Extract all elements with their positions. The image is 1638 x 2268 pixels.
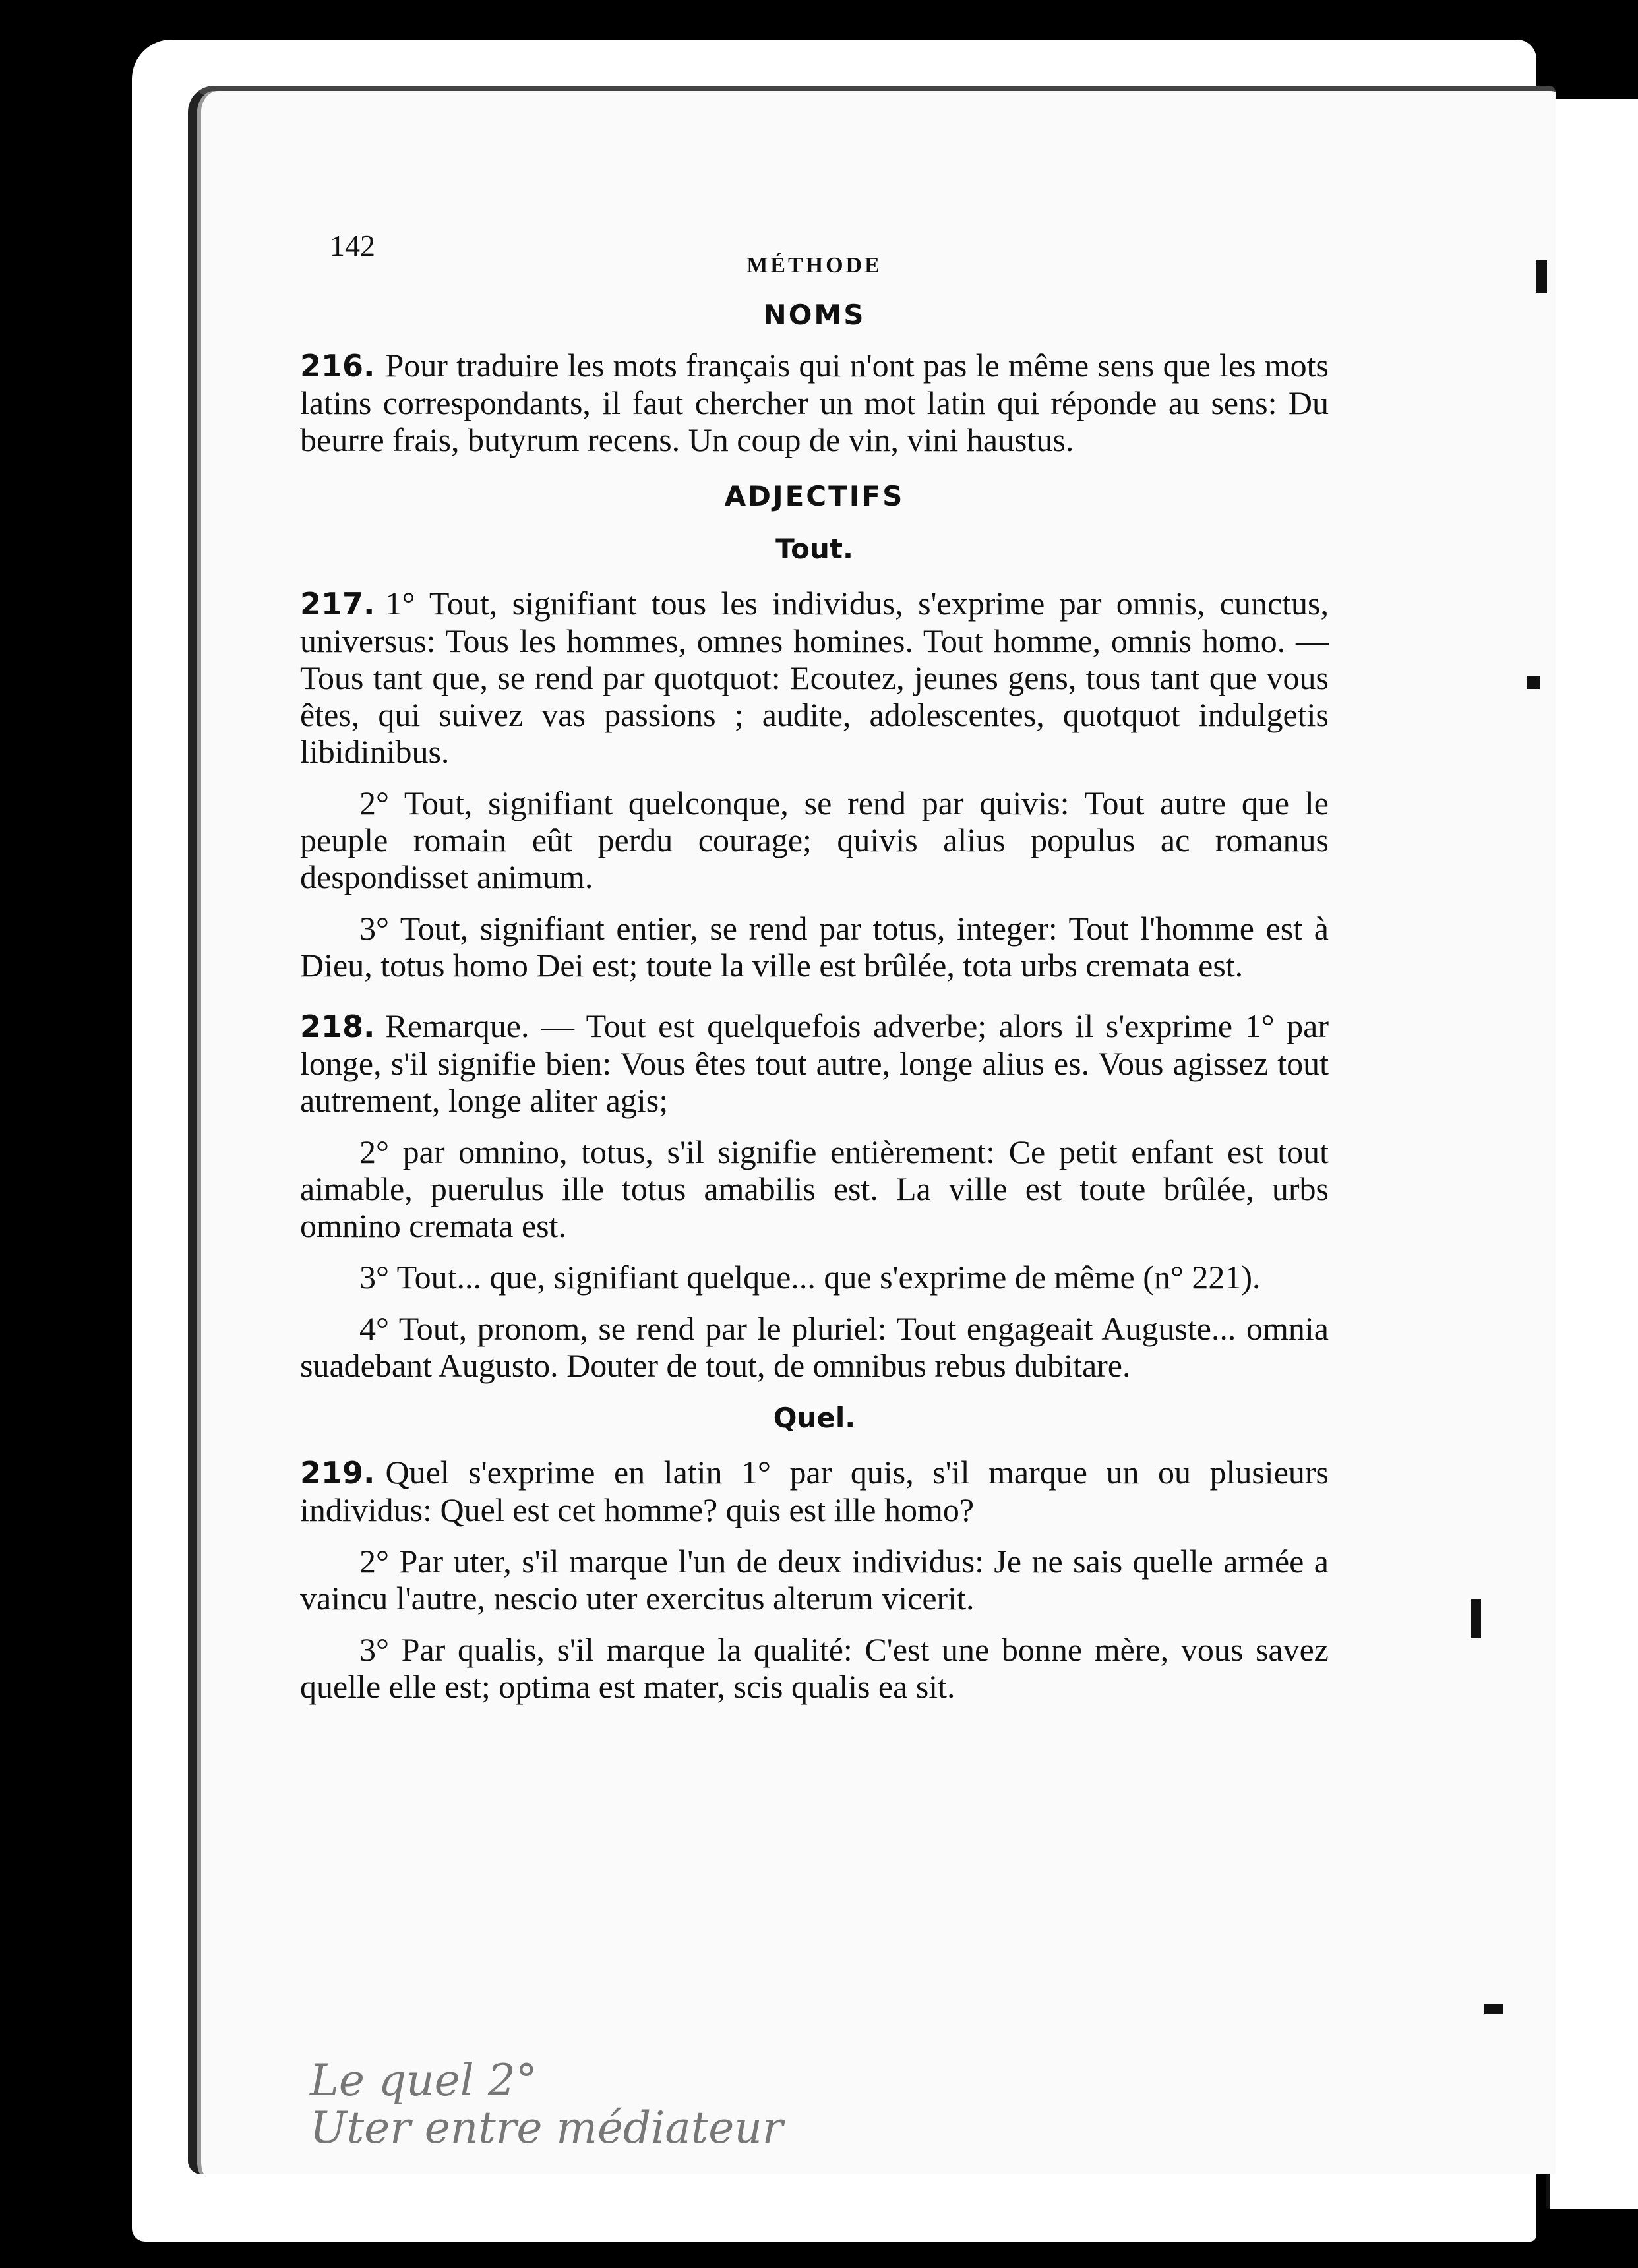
page-tab-mark xyxy=(1471,1599,1481,1638)
page-number: 142 xyxy=(330,229,375,262)
paragraph-text: Quel s'exprime en latin 1° par quis, s'il marque un ou plusieurs individus: Quel est cet homme? quis est ille homo? xyxy=(300,1454,1329,1528)
paragraph-218-4: 4° Tout, pronom, se rend par le pluriel: Tout engageait Auguste... omnia suadebant Augusto. Douter de tout, de omnibus rebus dubitare. xyxy=(300,1310,1329,1384)
paragraph-number: 216. xyxy=(300,348,375,384)
section-heading-adjectifs: ADJECTIFS xyxy=(724,480,905,512)
paragraph-219-2: 2° Par uter, s'il marque l'un de deux individus: Je ne sais quelle armée a vaincu l'autre, nescio uter exercitus alterum vicerit. xyxy=(300,1543,1329,1617)
paragraph-text: 1° Tout, signifiant tous les individus, s'exprime par omnis, cunctus, universus: Tous les hommes, omnes homines. Tout homme, omnis homo. — Tous tant que, se rend par quotquot: Ecoutez, jeunes gens, tous tant que vous êtes, qui suivez vas passions ; audite, adolescentes, quotquot indulgetis libidinibus. xyxy=(300,585,1329,770)
paragraph-218-2: 2° par omnino, totus, s'il signifie entièrement: Ce petit enfant est tout aimable, puerulus ille totus amabilis est. La ville est toute brûlée, urbs omnino cremata est. xyxy=(300,1133,1329,1244)
handwritten-line: Le quel 2° xyxy=(310,2055,537,2106)
paragraph-217 xyxy=(300,585,1329,770)
section-heading-noms: NOMS xyxy=(763,299,866,331)
running-title: MÉTHODE xyxy=(746,253,882,278)
subsection-heading-quel: Quel. xyxy=(773,1402,856,1434)
page-tab-mark xyxy=(1536,260,1547,293)
paragraph-216 xyxy=(300,347,1329,458)
handwritten-annotation xyxy=(310,2057,783,2152)
handwritten-line: Uter entre médiateur xyxy=(310,2103,783,2153)
page-header xyxy=(300,218,1329,277)
paragraph-number: 217. xyxy=(300,586,375,622)
paragraph-217-2: 2° Tout, signifiant quelconque, se rend par quivis: Tout autre que le peuple romain eût perdu courage; quivis alius populus ac romanus despondisset animum. xyxy=(300,785,1329,895)
paragraph-219-3: 3° Par qualis, s'il marque la qualité: C'est une bonne mère, vous savez quelle elle est; optima est mater, scis qualis ea sit. xyxy=(300,1631,1329,1705)
paragraph-text: Remarque. — Tout est quelquefois adverbe; alors il s'exprime 1° par longe, s'il signifie bien: Vous êtes tout autre, longe alius es. Vous agissez tout autrement, longe aliter agis; xyxy=(300,1007,1329,1119)
paragraph-number: 219. xyxy=(300,1455,375,1491)
next-page-edge xyxy=(1546,99,1638,2209)
paragraph-218 xyxy=(300,1007,1329,1119)
paragraph-217-3: 3° Tout, signifiant entier, se rend par totus, integer: Tout l'homme est à Dieu, totus homo Dei est; toute la ville est brûlée, tota urbs cremata est. xyxy=(300,910,1329,984)
page-tab-mark xyxy=(1484,2004,1503,2014)
page-content xyxy=(300,218,1329,1719)
paragraph-number: 218. xyxy=(300,1009,375,1044)
page-tab-mark xyxy=(1527,676,1540,689)
paragraph-text: Pour traduire les mots français qui n'ont pas le même sens que les mots latins correspondants, il faut chercher un mot latin qui réponde au sens: Du beurre frais, butyrum recens. Un coup de vin, vini haustus. xyxy=(300,347,1329,458)
subsection-heading-tout: Tout. xyxy=(775,533,853,565)
paragraph-219 xyxy=(300,1454,1329,1528)
paragraph-218-3: 3° Tout... que, signifiant quelque... que s'exprime de même (n° 221). xyxy=(359,1259,1261,1296)
